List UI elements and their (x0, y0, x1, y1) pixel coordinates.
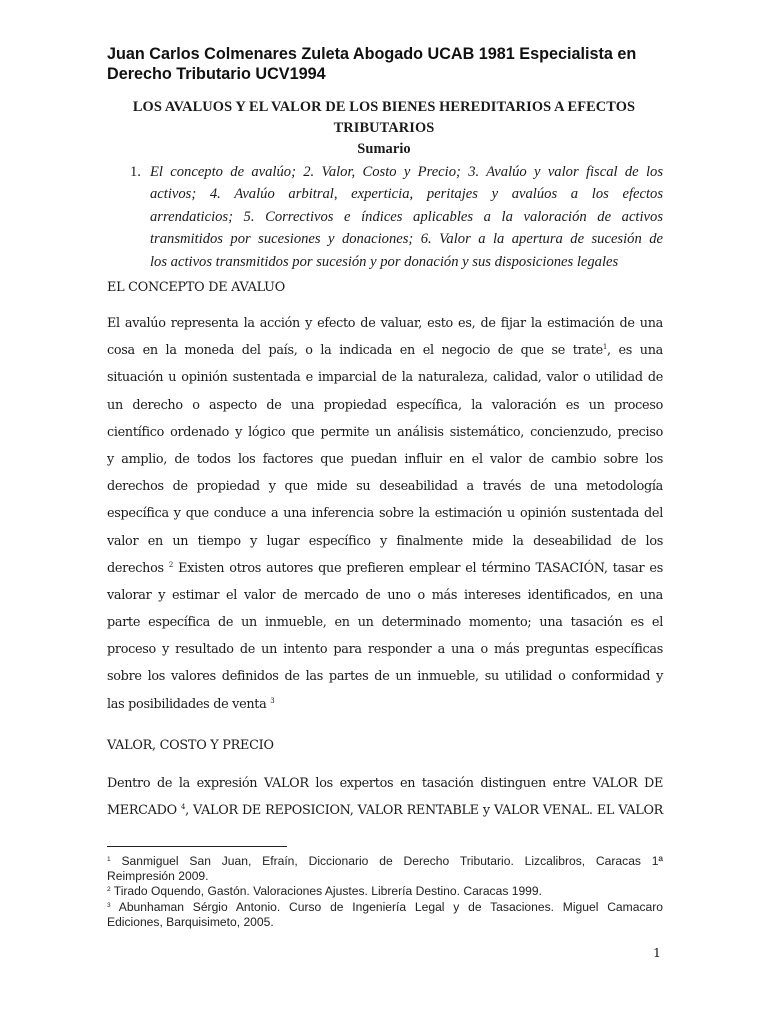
paragraph-line: valor en un tiempo y lugar específico y finalmente mide la deseabilidad de los (107, 533, 663, 549)
paragraph-line: El avalúo representa la acción y efecto de valuar, esto es, de fijar la estimación de una (107, 316, 663, 331)
section-paragraph-concepto (107, 310, 663, 718)
document-header (107, 44, 667, 84)
paragraph-line (107, 691, 663, 718)
section-heading-concepto: EL CONCEPTO DE AVALUO (107, 280, 285, 295)
paragraph-line: valorar y estimar el valor de mercado de uno o más intereses identificados, en una (107, 587, 663, 603)
paragraph-line: sobre los valores definidos de las partes de un inmueble, su utilidad o conformidad y (107, 669, 663, 685)
footnote-text: Tirado Oquendo, Gastón. Valoraciones Ajustes. Librería Destino. Caracas 1999. (110, 884, 542, 899)
summary-item-number: 1. (130, 164, 141, 180)
paragraph-text: , es una (607, 343, 663, 359)
footnote-number: 1 (107, 856, 111, 863)
document-title-line-1: LOS AVALUOS Y EL VALOR DE LOS BIENES HEREDITARIOS A EFECTOS (132, 99, 636, 115)
paragraph-line: derechos de propiedad y que mide su deseabilidad a través de una metodología (107, 479, 663, 495)
footnote-number: 2 (107, 886, 111, 894)
footnote-line (107, 884, 663, 899)
summary-line: activos; 4. Avalúo arbitral, experticia, peritajes y avalúos a los efectos (150, 186, 663, 203)
document-title-line-2: TRIBUTARIOS (333, 120, 435, 136)
paragraph-text: cosa en la moneda del país, o la indicada en el negocio de que se trate (107, 343, 603, 359)
summary-line: los activos transmitidos por sucesión y por donación y sus disposiciones legales (150, 253, 619, 270)
paragraph-line: Dentro de la expresión VALOR los expertos en tasación distinguen entre VALOR DE (107, 776, 663, 791)
paragraph-text: MERCADO (107, 803, 181, 819)
footnote-line: Reimpresión 2009. (107, 869, 209, 884)
footnote-3 (107, 900, 663, 930)
summary-item-text (130, 161, 663, 273)
footnote-line (107, 854, 663, 869)
footnote-ref[interactable]: 4 (180, 803, 186, 812)
summary-label: Sumario (357, 141, 411, 157)
paragraph-line: proceso y resultado de un intento para responder a una o más preguntas específicas (107, 642, 663, 658)
paragraph-line (107, 797, 663, 824)
paragraph-line: específica y que conduce a una inferencia sobre la estimación u opinión sustentada del (107, 506, 663, 522)
header-line-1: Juan Carlos Colmenares Zuleta Abogado UCAB 1981 Especialista en (107, 45, 637, 63)
footnote-text: Abunhaman Sérgio Antonio. Curso de Ingeniería Legal y de Tasaciones. Miguel Camacaro (110, 899, 663, 914)
paragraph-line (107, 337, 663, 364)
section-paragraph-valor (107, 770, 663, 824)
summary-list (130, 161, 663, 273)
footnote-line (107, 900, 663, 915)
page-number: 1 (653, 945, 661, 960)
paragraph-line: parte específica de un inmueble, en un determinado momento; una tasación es el (107, 615, 663, 631)
summary-line: arrendaticios; 5. Correctivos e índices aplicables a la valoración de activos (150, 208, 663, 225)
paragraph-text: derechos (107, 560, 164, 576)
footnote-ref[interactable]: 3 (270, 696, 275, 705)
paragraph-text: las posibilidades de venta (107, 696, 267, 712)
paragraph-line: y amplio, de todos los factores que puedan influir en el valor de cambio sobre los (107, 451, 663, 467)
paragraph-line: situación u opinión sustentada e imparcial de la naturaleza, calidad, valor o utilidad de (107, 370, 663, 386)
footnote-separator (107, 846, 287, 847)
footnote-ref[interactable]: 2 (168, 560, 174, 569)
footnote-text: Sanmiguel San Juan, Efraín, Diccionario de Derecho Tributario. Lizcalibros, Caracas 1ª (110, 854, 663, 868)
header-line-2: Derecho Tributario UCV1994 (107, 65, 326, 83)
footnote-line: Ediciones, Barquisimeto, 2005. (107, 914, 274, 929)
section-heading-valor: VALOR, COSTO Y PRECIO (107, 738, 274, 753)
footnote-number: 3 (107, 901, 111, 909)
summary-line: El concepto de avalúo; 2. Valor, Costo y Precio; 3. Avalúo y valor fiscal de los (150, 164, 663, 180)
paragraph-line: un derecho o aspecto de una propiedad específica, la valoración es un proceso (107, 397, 663, 413)
paragraph-line (107, 555, 663, 582)
paragraph-text: , VALOR DE REPOSICION, VALOR RENTABLE y VALOR VENAL. EL VALOR (185, 803, 663, 819)
footnotes (107, 854, 663, 930)
paragraph-text: Existen otros autores que prefieren emplear el término TASACIÓN, tasar es (173, 560, 663, 576)
summary-line: transmitidos por sucesiones y donaciones; 6. Valor a la apertura de sucesión de (150, 231, 663, 248)
footnote-1 (107, 854, 663, 884)
footnote-2 (107, 884, 663, 899)
paragraph-line: científico ordenado y lógico que permite un análisis sistemático, concienzudo, preciso (107, 424, 663, 440)
footnote-ref[interactable]: 1 (602, 343, 608, 352)
